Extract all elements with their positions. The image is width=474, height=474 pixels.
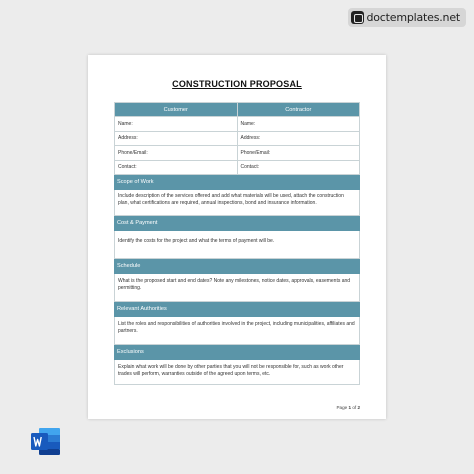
exclusions-heading: Exclusions [114, 345, 360, 360]
table-row [115, 117, 360, 132]
document-title: CONSTRUCTION PROPOSAL [172, 79, 302, 89]
contractor-name-cell: Name: [237, 117, 360, 132]
table-row [115, 146, 360, 161]
relevant-authorities-heading: Relevant Authorities [114, 302, 360, 317]
page-current: 1 [348, 405, 352, 410]
exclusions-text: Explain what work will be done by other parties that you will not be responsible for, such as work other trades will perform, warranties outside of the agreed upon terms, etc. [114, 360, 360, 385]
page-of: of [351, 405, 358, 410]
scope-of-work-text: Include description of the services offered and add what materials will be used, attach the construction plan, what certifications are required, annual inspections, bond and insurance information. [114, 190, 360, 216]
relevant-authorities-text: List the roles and responsibilities of authorities involved in the project, including municipalities, affiliates and partners. [114, 317, 360, 345]
contractor-contact-cell: Contact: [237, 160, 360, 175]
page-prefix: Page [336, 405, 349, 410]
party-table [114, 102, 360, 175]
customer-contact-cell: Contact: [115, 160, 238, 175]
scope-of-work-heading: Scope of Work [114, 175, 360, 190]
cost-payment-heading: Cost & Payment [114, 216, 360, 231]
table-row [115, 131, 360, 146]
document-content [114, 102, 360, 385]
contractor-column-header: Contractor [237, 103, 360, 117]
microsoft-word-icon[interactable] [30, 426, 61, 457]
customer-phone-cell: Phone/Email: [115, 146, 238, 161]
table-row [115, 160, 360, 175]
doctemplates-logo-icon [351, 11, 364, 24]
brand-name: doctemplates.net [366, 11, 460, 24]
page-number [336, 405, 360, 410]
schedule-heading: Schedule [114, 259, 360, 274]
party-table-header [115, 103, 360, 117]
customer-name-cell: Name: [115, 117, 238, 132]
brand-badge[interactable] [348, 8, 467, 27]
document-page [88, 55, 386, 419]
schedule-text: What is the proposed start and end dates? Note any milestones, notice dates, approvals, easements and permitting. [114, 274, 360, 302]
cost-payment-text: Identify the costs for the project and what the terms of payment will be. [114, 231, 360, 259]
contractor-phone-cell: Phone/Email: [237, 146, 360, 161]
contractor-address-cell: Address: [237, 131, 360, 146]
page-total: 2 [357, 405, 360, 410]
customer-address-cell: Address: [115, 131, 238, 146]
customer-column-header: Customer [115, 103, 238, 117]
